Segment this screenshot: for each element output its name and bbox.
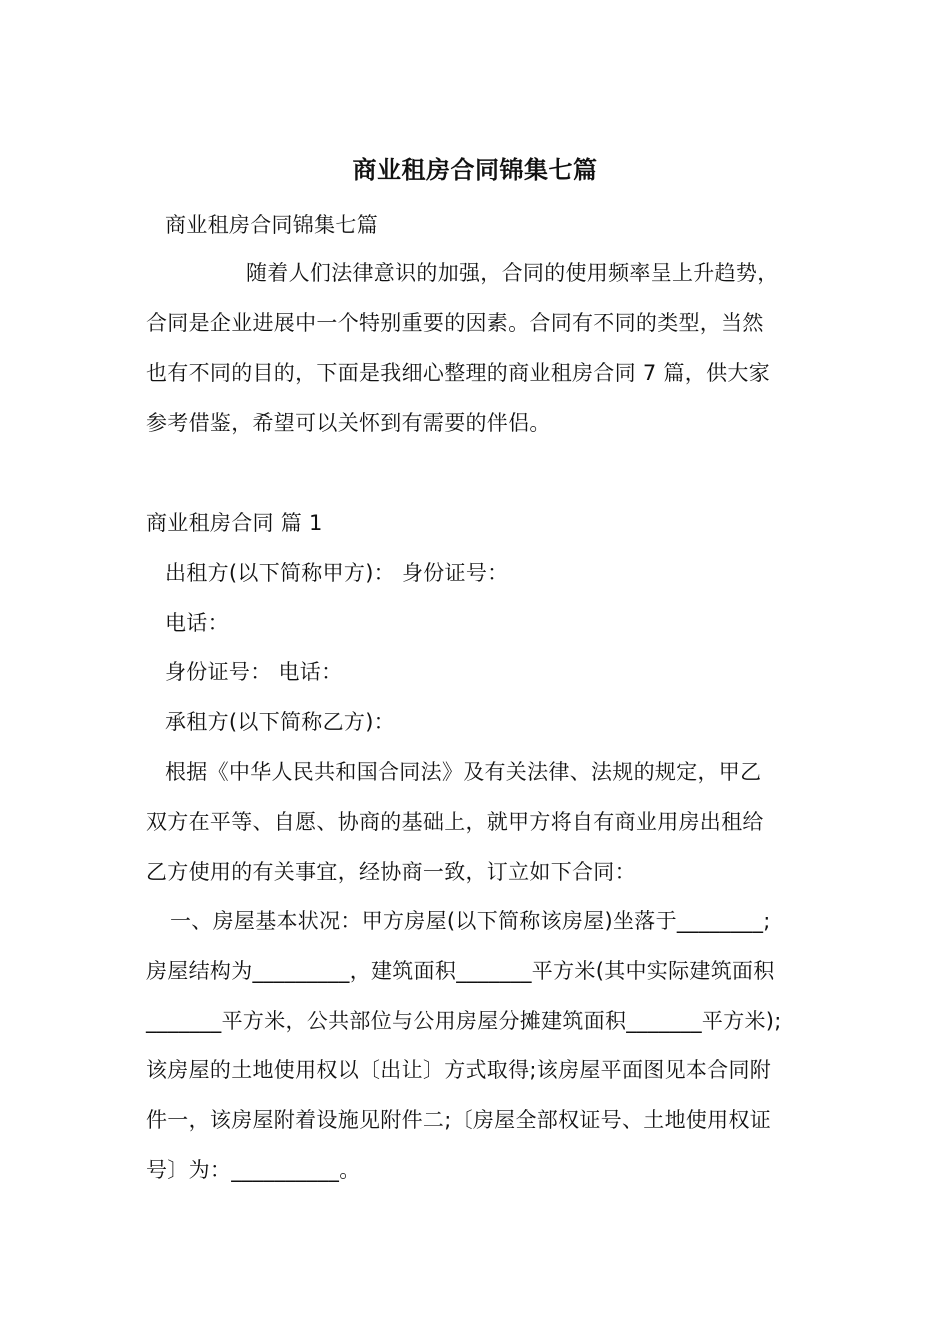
paragraph-line: 根据《中华人民共和国合同法》及有关法律、法规的规定，甲乙 [165,760,762,784]
contract-field-line: 身份证号： 电话： [165,660,343,684]
paragraph-line: 双方在平等、自愿、协商的基础上，就甲方将自有商业用房出租给 [146,810,764,834]
paragraph-line: 一、房屋基本状况：甲方房屋(以下简称该房屋)坐落于________; [170,909,771,933]
section-heading: 商业租房合同 篇 1 [146,511,323,535]
contract-field-line: 出租方(以下简称甲方)： 身份证号： [165,561,509,585]
paragraph-line: 乙方使用的有关事宜，经协商一致，订立如下合同： [146,860,636,884]
paragraph-line: 也有不同的目的，下面是我细心整理的商业租房合同 7 篇，供大家 [146,361,771,385]
paragraph-line: 随着人们法律意识的加强，合同的使用频率呈上升趋势， [246,261,779,285]
paragraph-line: 参考借鉴，希望可以关怀到有需要的伴侣。 [146,411,551,435]
subtitle-line: 商业租房合同锦集七篇 [165,213,378,237]
contract-field-line: 电话： [165,611,229,635]
paragraph-line: 房屋结构为_________，建筑面积_______平方米(其中实际建筑面积 [146,959,775,983]
paragraph-line: 合同是企业进展中一个特别重要的因素。合同有不同的类型，当然 [146,311,764,335]
paragraph-line: 件一，该房屋附着设施见附件二;〔房屋全部权证号、土地使用权证 [146,1108,772,1132]
paragraph-line: 该房屋的土地使用权以〔出让〕方式取得;该房屋平面图见本合同附 [146,1058,772,1082]
contract-field-line: 承租方(以下简称乙方)： [165,710,395,734]
paragraph-line: 号〕为：__________。 [146,1158,361,1182]
document-title: 商业租房合同锦集七篇 [352,156,598,184]
paragraph-line: _______平方米，公共部位与公用房屋分摊建筑面积_______平方米); [146,1009,782,1033]
